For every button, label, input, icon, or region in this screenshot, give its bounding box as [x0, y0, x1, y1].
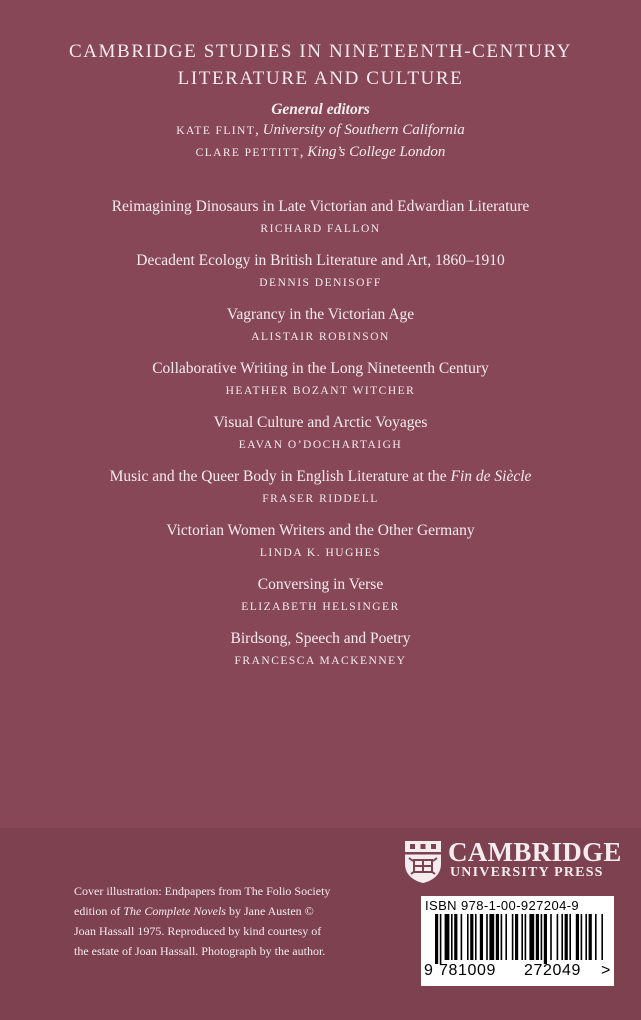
barcode-bar: [515, 914, 518, 960]
book-author: HEATHER BOZANT WITCHER: [225, 385, 416, 397]
barcode-bar: [496, 914, 499, 960]
book-author: DENNIS DENISOFF: [259, 277, 382, 289]
isbn-barcode: [421, 896, 614, 986]
barcode-bar: [541, 914, 543, 960]
book-entry: [0, 251, 641, 305]
barcode-bar: [544, 914, 547, 964]
barcode-bar: [576, 914, 579, 960]
barcode-bar: [480, 914, 483, 960]
barcode-bar: [505, 914, 507, 960]
book-title: [0, 467, 641, 487]
barcode-bar: [467, 914, 469, 960]
cover-illustration-credit: [74, 881, 334, 961]
barcode-quiet-zone-mark: >: [601, 962, 611, 979]
barcode-bar: [525, 914, 527, 960]
book-title: Decadent Ecology in British Literature and Art, 1860–1910: [136, 252, 505, 269]
book-author: ALISTAIR ROBINSON: [251, 331, 390, 343]
publisher-subline: UNIVERSITY PRESS: [450, 865, 604, 880]
barcode-bar: [601, 914, 603, 960]
barcode-bar: [445, 914, 450, 960]
book-title: Reimagining Dinosaurs in Late Victorian and Edwardian Literature: [111, 198, 530, 215]
book-author: LINDA K. HUGHES: [259, 547, 382, 559]
book-author: FRANCESCA MACKENNEY: [234, 655, 407, 667]
book-entry: [0, 575, 641, 629]
cambridge-shield-icon: [404, 840, 442, 884]
barcode-bar: [550, 914, 552, 960]
barcode-bar: [451, 914, 453, 960]
barcode-left-digits: 781009: [439, 962, 496, 979]
credit-text: Cover illustration: Endpapers from The Folio Society edition of: [74, 884, 331, 918]
publisher-name: CAMBRIDGE: [448, 837, 622, 867]
barcode-right-digits: 272049: [524, 962, 581, 979]
book-title: Collaborative Writing in the Long Nineteenth Century: [152, 360, 489, 377]
book-entry: [0, 197, 641, 251]
editor-line: [0, 144, 641, 161]
isbn-label: ISBN 978-1-00-927204-9: [425, 898, 580, 913]
editor-name: CLARE PETTITT: [195, 147, 300, 159]
book-title: Victorian Women Writers and the Other Germany: [166, 522, 475, 539]
book-title: Conversing in Verse: [257, 576, 384, 593]
barcode-bar: [489, 914, 494, 960]
barcode-bar: [470, 914, 473, 960]
series-book-list: [0, 197, 641, 683]
book-entry: [0, 359, 641, 413]
barcode-bar: [454, 914, 457, 960]
book-entry: [0, 413, 641, 467]
editor-affiliation: University of Southern California: [262, 122, 465, 138]
barcode-bars: [425, 914, 610, 964]
barcode-bar: [440, 914, 442, 964]
editor-name: KATE FLINT: [176, 125, 256, 137]
series-title-line-1: CAMBRIDGE STUDIES IN NINETEENTH-CENTURY: [68, 41, 573, 62]
barcode-bar: [585, 914, 587, 960]
barcode-bar: [486, 914, 488, 960]
editor-affiliation: King’s College London: [307, 144, 446, 160]
book-author: RICHARD FALLON: [260, 223, 381, 235]
book-entry: [0, 521, 641, 575]
book-title: Visual Culture and Arctic Voyages: [213, 414, 428, 431]
credit-text: by Jane Austen © Joan Hassall 1975. Reproduced by kind courtesy of the estate of Joan Hassall. Photograph by the author.: [74, 904, 326, 958]
editor-line: [0, 122, 641, 139]
editor-separator: ,: [255, 122, 263, 138]
barcode-bar: [557, 914, 559, 960]
credit-italic-title: The Complete Novels: [123, 904, 226, 918]
barcode-bar: [435, 914, 438, 964]
publisher-logo: [404, 837, 622, 888]
barcode-bar: [501, 914, 503, 960]
book-title: Vagrancy in the Victorian Age: [226, 306, 415, 323]
editor-separator: ,: [299, 144, 308, 160]
barcode-lead-digit: 9: [424, 962, 434, 979]
barcode-bar: [512, 914, 514, 960]
barcode-bar: [581, 914, 583, 960]
barcode-bar: [569, 914, 571, 960]
book-entry: [0, 305, 641, 359]
barcode-bar: [595, 914, 597, 960]
book-title-italic: Fin de Siècle: [450, 468, 532, 485]
barcode-bar: [589, 914, 592, 960]
book-author: ELIZABETH HELSINGER: [241, 601, 400, 613]
book-entry: [0, 467, 641, 521]
barcode-bar: [475, 914, 477, 960]
barcode-bar: [536, 914, 539, 960]
barcode-bar: [529, 914, 534, 960]
book-entry: [0, 629, 641, 683]
book-author: EAVAN O’DOCHARTAIGH: [238, 439, 403, 451]
barcode-bar: [521, 914, 523, 960]
series-title-line-2: LITERATURE AND CULTURE: [177, 68, 464, 89]
barcode-bar: [565, 914, 568, 960]
barcode-bar: [461, 914, 463, 960]
book-title-roman: Music and the Queer Body in English Literature at the: [109, 468, 447, 485]
book-author: FRASER RIDDELL: [262, 493, 379, 505]
barcode-bar: [561, 914, 563, 960]
book-title: Birdsong, Speech and Poetry: [230, 630, 411, 647]
general-editors-heading: General editors: [271, 101, 370, 118]
